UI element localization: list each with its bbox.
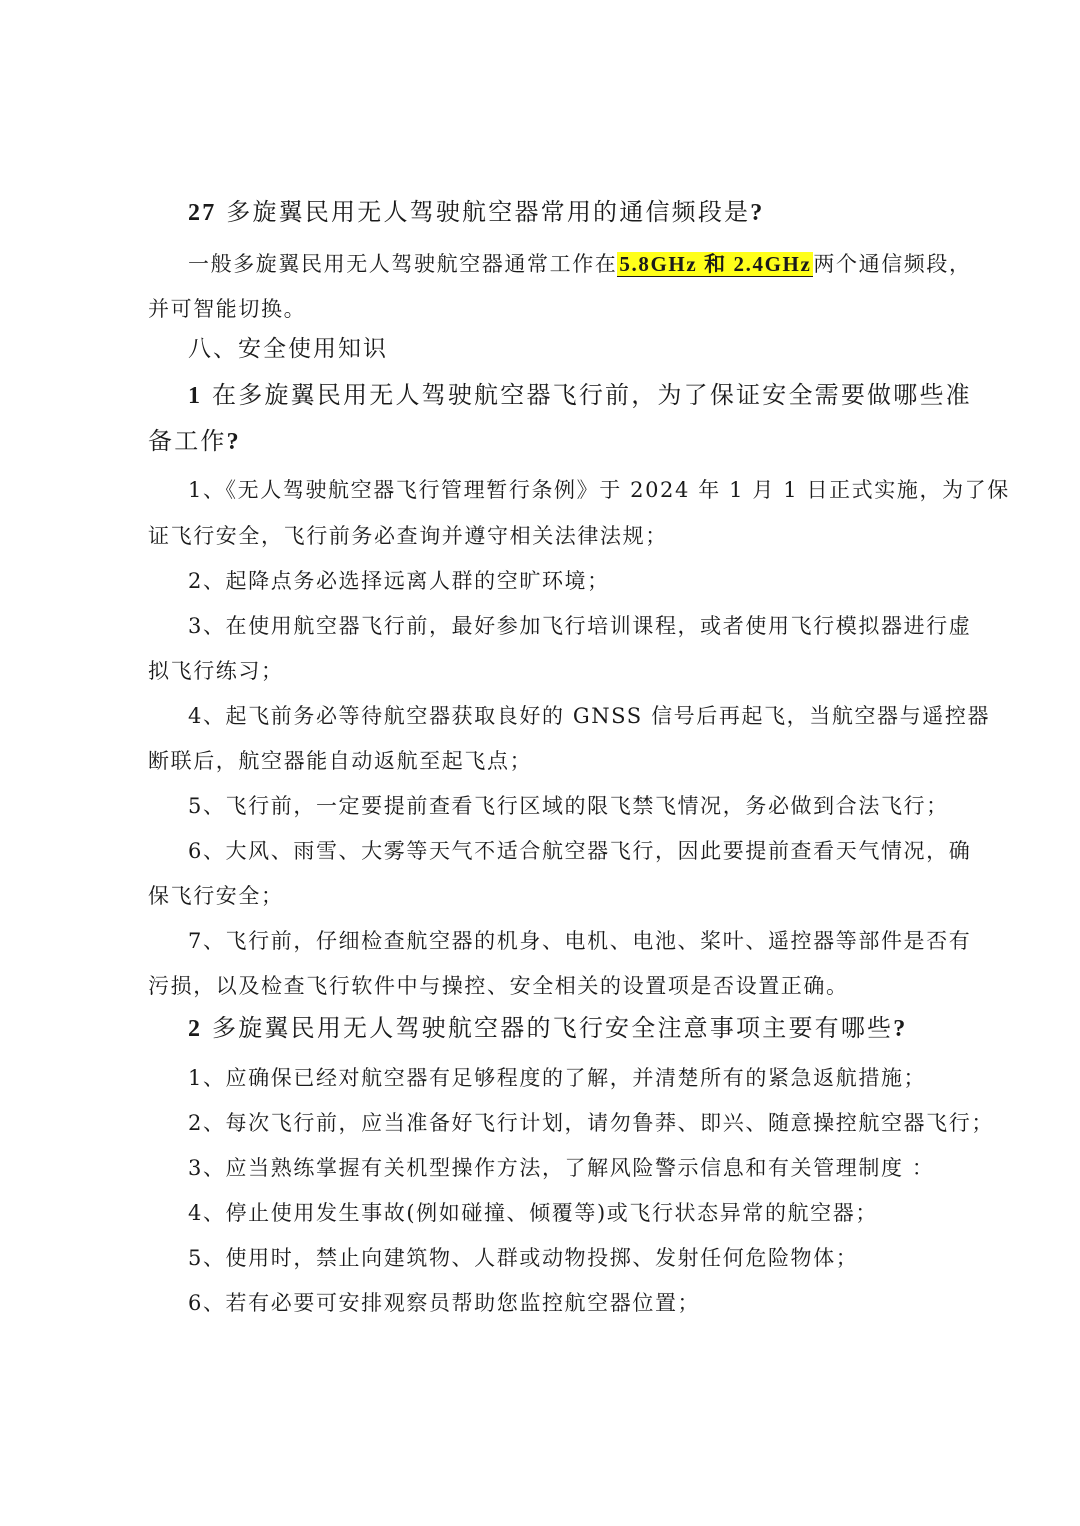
q1-item-4-line2: 断联后，航空器能自动返航至起飞点； — [148, 749, 533, 773]
question-mark: ? — [893, 1016, 908, 1042]
question-number: 2 — [188, 1016, 203, 1042]
answer-text-post: 两个通信频段， — [813, 252, 972, 276]
q1-item-7-line2: 污损，以及检查飞行软件中与操控、安全相关的设置项是否设置正确。 — [148, 974, 849, 998]
question-mark: ? — [226, 429, 241, 455]
q2-item-5: 5、使用时，禁止向建筑物、人群或动物投掷、发射任何危险物体； — [188, 1246, 859, 1270]
q1-item-6-line2: 保飞行安全； — [148, 884, 284, 908]
q1-item-1-line1: 1、《无人驾驶航空器飞行管理暂行条例》于 2024 年 1 月 1 日正式实施，为了保 — [188, 478, 1010, 502]
question-27-answer-line1 — [188, 249, 988, 279]
question-27-heading — [188, 197, 988, 228]
answer-text-pre: 一般多旋翼民用无人驾驶航空器通常工作在 — [188, 252, 618, 276]
question-2-heading — [188, 1013, 988, 1044]
question-27-answer-line2: 并可智能切换。 — [148, 297, 307, 321]
section-8-title: 八、安全使用知识 — [188, 336, 388, 362]
q1-item-4-line1: 4、起飞前务必等待航空器获取良好的 GNSS 信号后再起飞，当航空器与遥控器 — [188, 704, 991, 728]
q2-item-3: 3、应当熟练掌握有关机型操作方法，了解风险警示信息和有关管理制度 ： — [188, 1156, 935, 1180]
q2-item-1: 1、应确保已经对航空器有足够程度的了解，并清楚所有的紧急返航措施； — [188, 1066, 927, 1090]
question-text: 在多旋翼民用无人驾驶航空器飞行前，为了保证安全需要做哪些准 — [212, 381, 972, 409]
question-text: 多旋翼民用无人驾驶航空器常用的通信频段是 — [226, 198, 751, 226]
q2-item-2: 2、每次飞行前，应当准备好飞行计划，请勿鲁莽、即兴、随意操控航空器飞行； — [188, 1111, 994, 1135]
q1-item-7-line1: 7、飞行前，仔细检查航空器的机身、电机、电池、桨叶、遥控器等部件是否有 — [188, 929, 972, 953]
question-mark: ? — [750, 200, 765, 226]
question-text: 多旋翼民用无人驾驶航空器的飞行安全注意事项主要有哪些 — [212, 1014, 894, 1042]
q1-item-1-line2: 证飞行安全，飞行前务必查询并遵守相关法律法规； — [148, 524, 668, 548]
q2-item-6: 6、若有必要可安排观察员帮助您监控航空器位置； — [188, 1291, 701, 1315]
highlighted-frequency: 5.8GHz 和 2.4GHz — [619, 252, 812, 276]
q1-item-5-line1: 5、飞行前，一定要提前查看飞行区域的限飞禁飞情况，务必做到合法飞行； — [188, 794, 949, 818]
question-number: 1 — [188, 383, 203, 409]
question-text: 备工作 — [148, 427, 227, 455]
q1-item-6-line1: 6、大风、雨雪、大雾等天气不适合航空器飞行，因此要提前查看天气情况，确 — [188, 839, 972, 863]
question-1-heading-line2 — [148, 426, 948, 457]
q1-item-3-line1: 3、在使用航空器飞行前，最好参加飞行培训课程，或者使用飞行模拟器进行虚 — [188, 614, 972, 638]
question-number: 27 — [188, 200, 217, 226]
q1-item-2-line1: 2、起降点务必选择远离人群的空旷环境； — [188, 569, 610, 593]
question-1-heading-line1 — [188, 380, 988, 411]
q1-item-3-line2: 拟飞行练习； — [148, 659, 284, 683]
q2-item-4: 4、停止使用发生事故(例如碰撞、倾覆等)或飞行状态异常的航空器； — [188, 1201, 878, 1225]
